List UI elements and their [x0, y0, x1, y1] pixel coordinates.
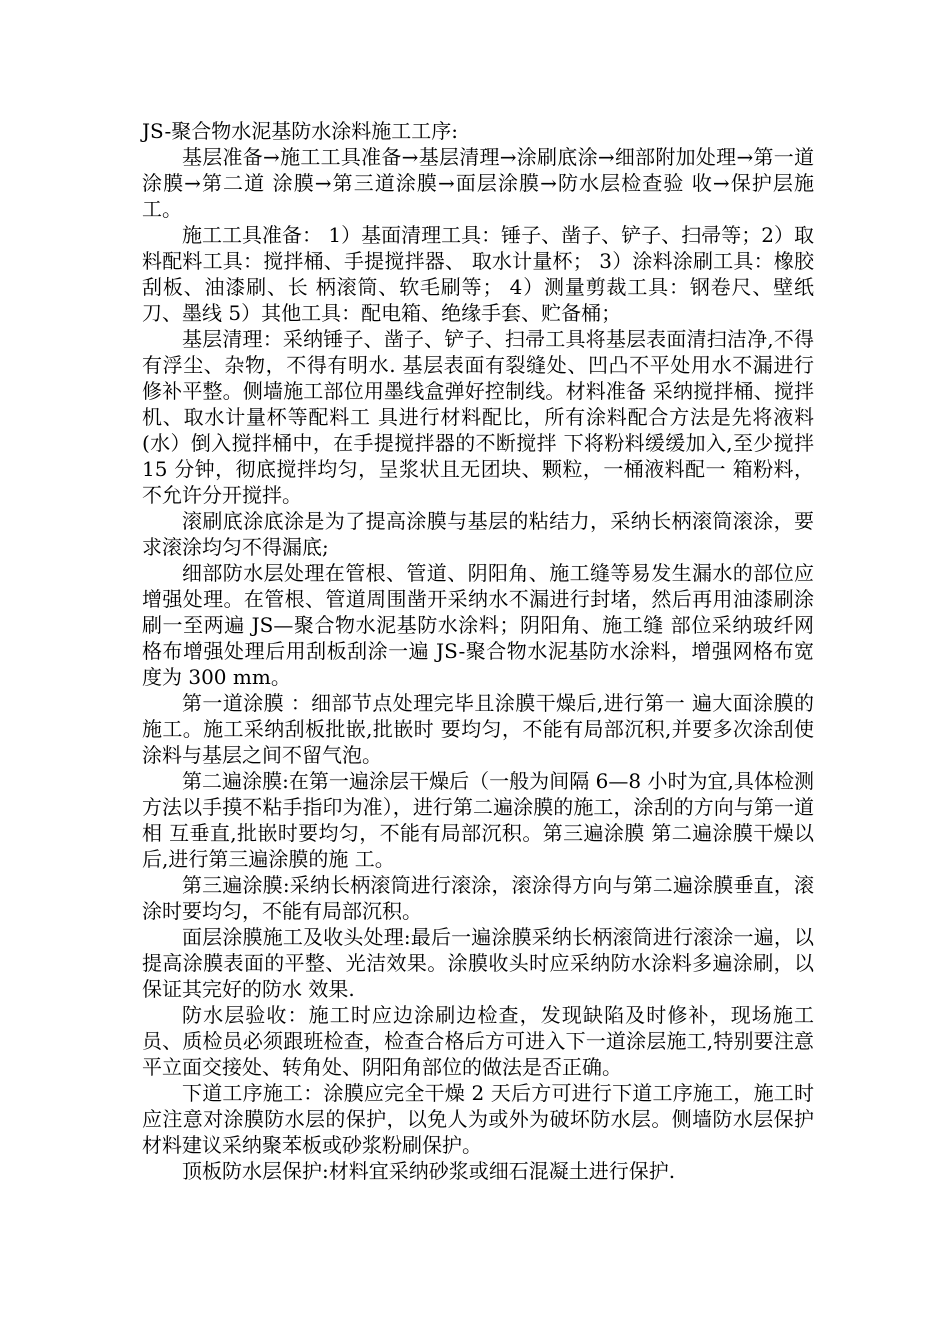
paragraph-detail-treatment: 细部防水层处理在管根、管道、阴阳角、施工缝等易发生漏水的部位应增强处理。在管根、管道周围凿开采纳水不漏进行封堵，然后再用油漆刷涂刷一至两遍 JS—聚合物水泥基防水涂料；阴阳角、施工缝 部位采纳玻纤网格布增强处理后用刮板刮涂一遍 JS-聚合物水泥基防水涂料，增强网格布宽度为 300 mm。 [142, 561, 814, 689]
paragraph-top-coat: 面层涂膜施工及收头处理:最后一遍涂膜采纳长柄滚筒进行滚涂一遍，以提高涂膜表面的平整、光洁效果。涂膜收头时应采纳防水涂料多遍涂刷，以保证其完好的防水 效果. [142, 925, 814, 1001]
paragraph-first-coat: 第一道涂膜 ：细部节点处理完毕且涂膜干燥后,进行第一 遍大面涂膜的施工。施工采纳刮板批嵌,批嵌时 要均匀，不能有局部沉积,并要多次涂刮使涂料与基层之间不留气泡。 [142, 691, 814, 767]
document-title: JS-聚合物水泥基防水涂料施工工序: [142, 119, 458, 143]
paragraph-roof-protection: 顶板防水层保护:材料宜采纳砂浆或细石混凝土进行保护. [182, 1159, 676, 1183]
paragraph-third-coat: 第三遍涂膜:采纳长柄滚筒进行滚涂，滚涂得方向与第二遍涂膜垂直，滚涂时要均匀，不能有局部沉积。 [142, 873, 814, 923]
paragraph-acceptance: 防水层验收：施工时应边涂刷边检查，发现缺陷及时修补，现场施工员、质检员必须跟班检查，检查合格后方可进入下一道涂层施工,特别要注意平立面交接处、转角处、阴阳角部位的做法是否正确。 [142, 1003, 814, 1079]
document-page [142, 118, 814, 1184]
paragraph-next-process: 下道工序施工：涂膜应完全干燥 2 天后方可进行下道工序施工，施工时应注意对涂膜防水层的保护，以免人为或外为破坏防水层。侧墙防水层保护材料建议采纳聚苯板或砂浆粉刷保护。 [142, 1081, 814, 1157]
paragraph-tool-preparation: 施工工具准备： 1）基面清理工具：锤子、凿子、铲子、扫帚等；2）取料配料工具：搅拌桶、手提搅拌器、 取水计量杯； 3）涂料涂刷工具：橡胶刮板、油漆刷、长 柄滚筒、软毛刷等； 4）测量剪裁工具：钢卷尺、壁纸刀、墨线 5）其他工具：配电箱、绝缘手套、贮备桶； [142, 223, 814, 325]
paragraph-process-flow: 基层准备→施工工具准备→基层清理→涂刷底涂→细部附加处理→第一道涂膜→第二道 涂膜→第三道涂膜→面层涂膜→防水层检查验 收→保护层施工。 [142, 145, 814, 221]
paragraph-primer-coating: 滚刷底涂底涂是为了提高涂膜与基层的粘结力，采纳长柄滚筒滚涂，要求滚涂均匀不得漏底; [142, 509, 814, 559]
paragraph-base-cleaning: 基层清理：采纳锤子、凿子、铲子、扫帚工具将基层表面清扫洁净,不得有浮尘、杂物，不得有明水. 基层表面有裂缝处、凹凸不平处用水不漏进行修补平整。侧墙施工部位用墨线盒弹好控制线。材料准备 采纳搅拌桶、搅拌机、取水计量杯等配料工 具进行材料配比，所有涂料配合方法是先将液料(水）倒入搅拌桶中，在手提搅拌器的不断搅拌 下将粉料缓缓加入,至少搅拌 15 分钟，彻底搅拌均匀，呈浆状且无团块、颗粒，一桶液料配一 箱粉料，不允许分开搅拌。 [142, 327, 814, 507]
paragraph-second-coat: 第二遍涂膜:在第一遍涂层干燥后（一般为间隔 6—8 小时为宜,具体检测方法以手摸不粘手指印为准），进行第二遍涂膜的施工，涂刮的方向与第一道相 互垂直,批嵌时要均匀，不能有局部沉积。第三遍涂膜 第二遍涂膜干燥以后,进行第三遍涂膜的施 工。 [142, 769, 814, 871]
